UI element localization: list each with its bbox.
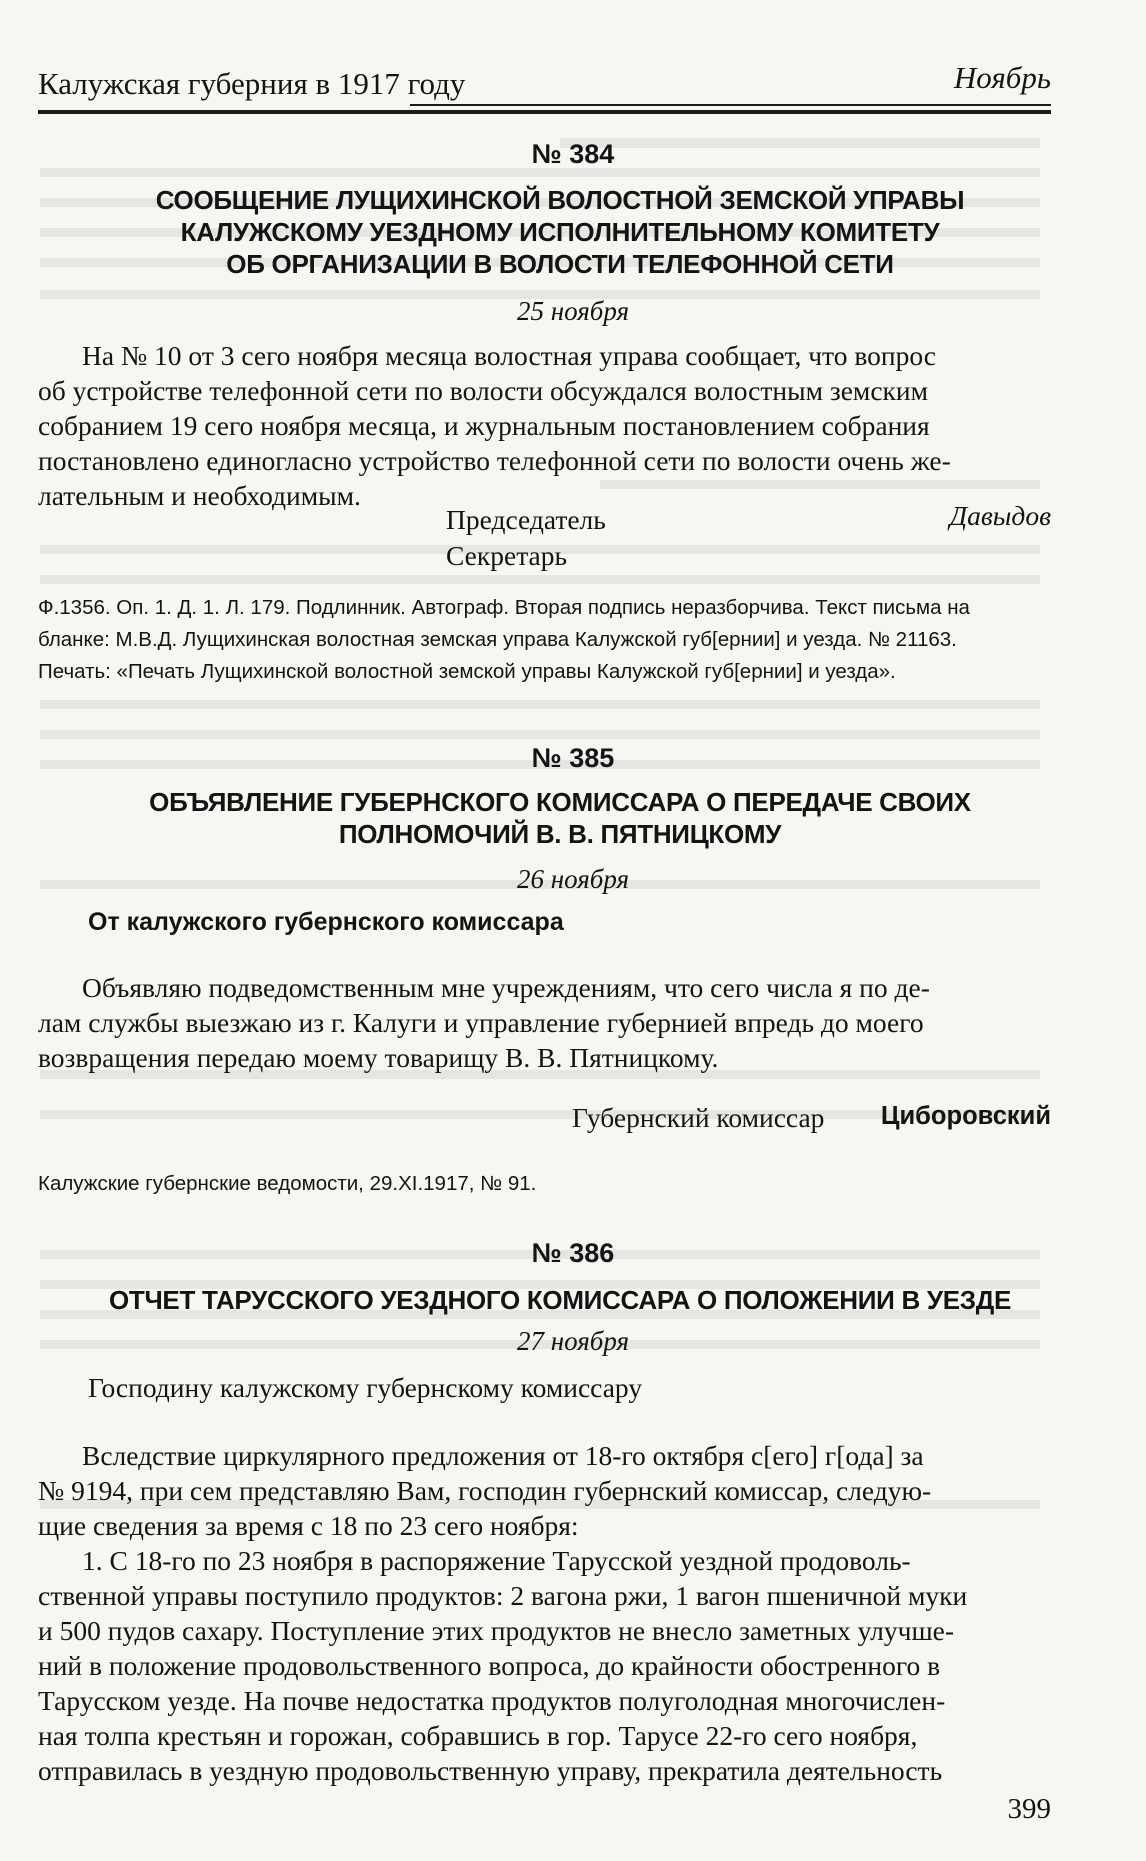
body-line: постановлено единогласно устройство телефонной сети по волости очень же-: [38, 445, 951, 476]
doc-385-source-note: Калужские губернские ведомости, 29.XI.1917, № 91.: [38, 1172, 537, 1195]
body-line: щие сведения за время с 18 по 23 сего ноября:: [38, 1510, 579, 1541]
doc-384-title-line: КАЛУЖСКОМУ УЕЗДНОМУ ИСПОЛНИТЕЛЬНОМУ КОМИТЕТУ: [180, 217, 940, 247]
doc-385-signer-role: Губернский комиссар: [572, 1102, 825, 1133]
doc-386-body: [38, 1438, 1054, 1788]
doc-384-signer-chair-name: Давыдов: [949, 500, 1051, 531]
doc-385-signer-name: Циборовский: [880, 1102, 1051, 1130]
body-line: лательным и необходимым.: [38, 480, 361, 511]
doc-384-number: № 384: [531, 139, 615, 169]
doc-385-date: 26 ноября: [516, 864, 630, 894]
body-line: ственной управы поступило продуктов: 2 вагона ржи, 1 вагон пшеничной муки: [38, 1580, 968, 1611]
doc-384-signer-secretary-role: Секретарь: [446, 540, 568, 571]
body-line: Вследствие циркулярного предложения от 18-го октября с[его] г[ода] за: [82, 1440, 924, 1471]
doc-384-body: [38, 338, 1054, 513]
body-line: и 500 пудов сахару. Поступление этих продуктов не внесло заметных улучше-: [38, 1615, 955, 1646]
running-header-title: Калужская губерния в 1917 году: [38, 66, 466, 101]
body-line: лам службы выезжаю из г. Калуги и управление губернией впредь до моего: [38, 1007, 924, 1038]
body-line: об устройстве телефонной сети по волости обсуждался волостным земским: [38, 375, 929, 406]
doc-385-title: [60, 786, 1060, 850]
doc-385-title-line: ОБЪЯВЛЕНИЕ ГУБЕРНСКОГО КОМИССАРА О ПЕРЕДАЧЕ СВОИХ: [149, 787, 971, 817]
source-line: бланке: М.В.Д. Лущихинская волостная земская управа Калужской губ[ернии] и уезда. № 21163.: [38, 628, 957, 651]
doc-386-title: [60, 1284, 1060, 1316]
doc-385-title-line: ПОЛНОМОЧИЙ В. В. ПЯТНИЦКОМУ: [338, 819, 782, 849]
source-line: Печать: «Печать Лущихинской волостной земской управы Калужской губ[ернии] и уезда».: [38, 660, 896, 683]
doc-386-title-line: ОТЧЕТ ТАРУССКОГО УЕЗДНОГО КОМИССАРА О ПОЛОЖЕНИИ В УЕЗДЕ: [108, 1285, 1012, 1315]
body-line: ная толпа крестьян и горожан, собравшись в гор. Тарусе 22-го сего ноября,: [38, 1720, 918, 1751]
doc-384-title-line: ОБ ОРГАНИЗАЦИИ В ВОЛОСТИ ТЕЛЕФОННОЙ СЕТИ: [226, 249, 894, 279]
doc-384-title-line: СООБЩЕНИЕ ЛУЩИХИНСКОЙ ВОЛОСТНОЙ ЗЕМСКОЙ УПРАВЫ: [155, 185, 965, 215]
body-line: возвращения передаю моему товарищу В. В. Пятницкому.: [38, 1042, 719, 1073]
doc-384-signer-chair-role: Председатель: [446, 504, 606, 535]
body-line: Тарусском уезде. На почве недостатка продуктов полуголодная многочислен-: [38, 1685, 946, 1716]
doc-385-body: [38, 970, 1054, 1075]
body-line: Объявляю подведомственным мне учреждениям, что сего числа я по де-: [82, 972, 930, 1003]
source-line: Ф.1356. Оп. 1. Д. 1. Л. 179. Подлинник. Автограф. Вторая подпись неразборчива. Текст письма на: [38, 596, 970, 619]
running-header-month: Ноябрь: [953, 60, 1051, 95]
doc-385-number: № 385: [531, 743, 615, 773]
doc-386-addressee: Господину калужскому губернскому комиссару: [88, 1372, 643, 1403]
header-rule-thick: [38, 110, 1051, 114]
body-line: № 9194, при сем представляю Вам, господин губернский комиссар, следую-: [38, 1475, 932, 1506]
doc-385-from-line: От калужского губернского комиссара: [88, 908, 564, 936]
doc-384-date: 25 ноября: [516, 296, 630, 326]
doc-384-title: [60, 184, 1060, 280]
doc-386-date: 27 ноября: [516, 1326, 630, 1356]
page-number: 399: [1007, 1793, 1051, 1825]
body-line: На № 10 от 3 сего ноября месяца волостная управа сообщает, что вопрос: [82, 340, 936, 371]
body-line: 1. С 18-го по 23 ноября в распоряжение Тарусской уездной продоволь-: [82, 1545, 911, 1576]
doc-384-source-note: [38, 592, 970, 688]
body-line: ний в положение продовольственного вопроса, до крайности обостренного в: [38, 1650, 941, 1681]
body-line: собранием 19 сего ноября месяца, и журнальным постановлением собрания: [38, 410, 930, 441]
doc-386-number: № 386: [531, 1238, 615, 1268]
header-rule-thin: [410, 104, 1051, 106]
body-line: отправилась в уездную продовольственную управу, прекратила деятельность: [38, 1755, 943, 1786]
